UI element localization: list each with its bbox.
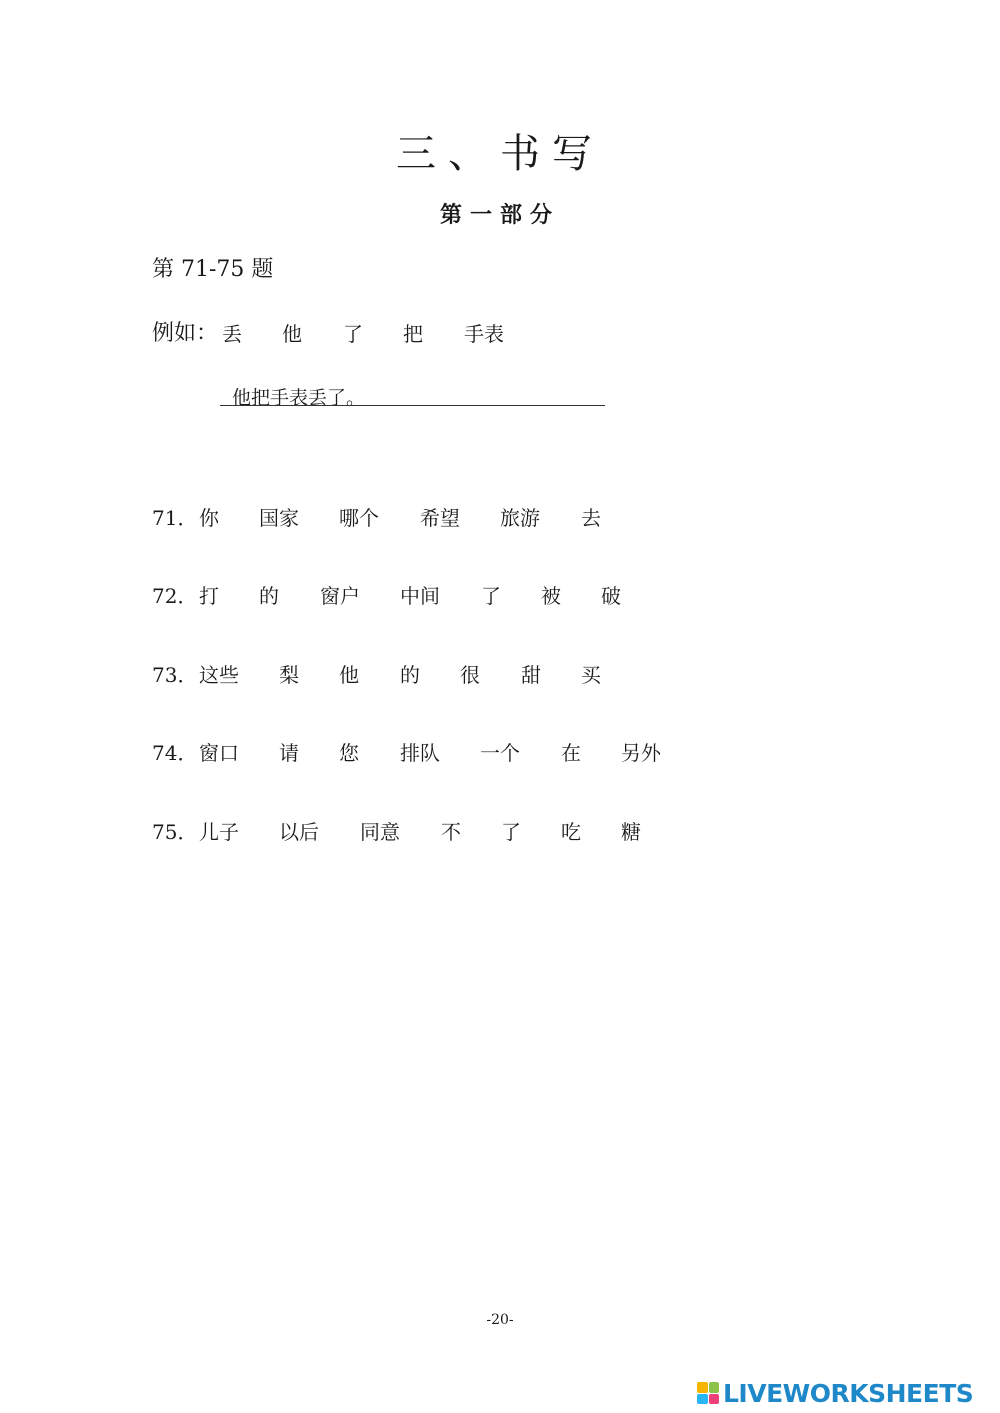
answer-line — [220, 405, 605, 406]
example-word: 他 — [282, 322, 302, 346]
question-word: 打 — [199, 584, 219, 608]
question-word: 破 — [601, 584, 621, 608]
question-number: 74． — [152, 741, 198, 765]
question-word: 希望 — [420, 506, 460, 530]
question-word: 儿子 — [199, 820, 239, 844]
question-word: 的 — [400, 663, 420, 687]
brand-text: LIVEWORKSHEETS — [723, 1378, 974, 1408]
question-word: 他 — [339, 663, 359, 687]
question-word: 另外 — [621, 741, 661, 765]
brand-square-icon — [697, 1394, 708, 1405]
example-word: 把 — [403, 322, 423, 346]
question-word: 中间 — [400, 584, 440, 608]
question-word: 请 — [279, 741, 299, 765]
question-word: 排队 — [400, 741, 440, 765]
question-word: 的 — [259, 584, 279, 608]
question-word: 梨 — [279, 663, 299, 687]
question-word: 这些 — [199, 663, 239, 687]
liveworksheets-logo[interactable] — [697, 1378, 973, 1408]
question-word: 一个 — [480, 741, 520, 765]
question-word: 被 — [541, 584, 561, 608]
question-word: 以后 — [279, 820, 319, 844]
question-word: 哪个 — [339, 506, 379, 530]
brand-square-icon — [709, 1394, 720, 1405]
example-word: 了 — [343, 322, 363, 346]
question-range: 第 71-75 题 — [152, 257, 274, 282]
question-word: 窗口 — [199, 741, 239, 765]
example-answer: 他把手表丢了。 — [232, 387, 366, 409]
question-word: 很 — [460, 663, 480, 687]
question-word: 糖 — [621, 820, 641, 844]
question-number: 75． — [152, 820, 198, 844]
question-number: 72． — [152, 584, 198, 608]
page-number: -20- — [486, 1312, 514, 1328]
question-word: 买 — [581, 663, 601, 687]
example-label: 例如： — [152, 321, 219, 346]
question-number: 73． — [152, 663, 198, 687]
example-word: 手表 — [464, 322, 504, 346]
question-word: 旅游 — [500, 506, 540, 530]
question-word: 同意 — [360, 820, 400, 844]
example-word: 丢 — [222, 322, 242, 346]
question-word: 在 — [561, 741, 581, 765]
question-word: 您 — [339, 741, 359, 765]
question-word: 你 — [199, 506, 219, 530]
question-word: 窗户 — [320, 584, 360, 608]
brand-mark-icon — [697, 1382, 719, 1404]
question-word: 国家 — [259, 506, 299, 530]
part-title: 第一部分 — [439, 202, 560, 228]
question-word: 甜 — [521, 663, 541, 687]
brand-square-icon — [697, 1382, 708, 1393]
section-title: 三、书写 — [396, 131, 604, 177]
question-word: 去 — [581, 506, 601, 530]
question-word: 了 — [501, 820, 521, 844]
brand-square-icon — [709, 1382, 720, 1393]
question-word: 了 — [481, 584, 501, 608]
question-word: 不 — [441, 820, 461, 844]
question-number: 71． — [152, 506, 198, 530]
question-word: 吃 — [561, 820, 581, 844]
